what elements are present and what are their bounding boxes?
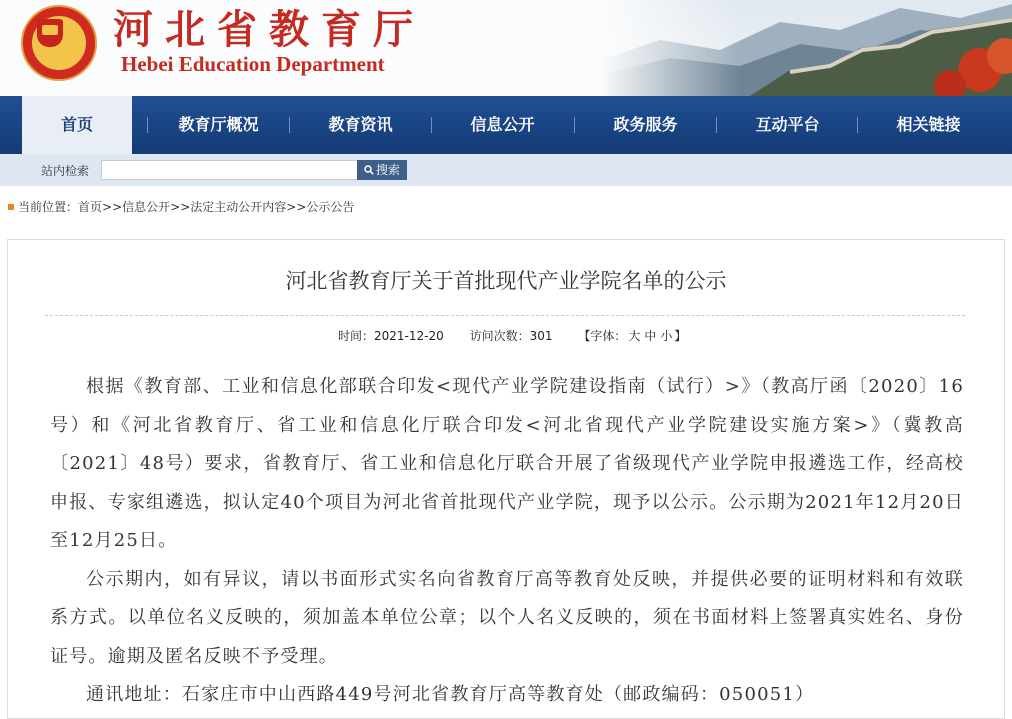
- nav-separator: [289, 117, 290, 133]
- title-divider: [45, 315, 965, 316]
- breadcrumb-link-info[interactable]: >>信息公开: [102, 200, 171, 214]
- nav-item-news[interactable]: 教育资讯: [328, 115, 393, 134]
- breadcrumb-link-notices[interactable]: >>公示公告: [286, 200, 355, 214]
- breadcrumb: [8, 198, 354, 215]
- department-logo: [21, 5, 97, 81]
- nav-separator: [147, 117, 148, 133]
- nav-item-interaction[interactable]: 互动平台: [755, 115, 820, 134]
- view-count: 访问次数：301: [469, 329, 553, 343]
- font-size-small-link[interactable]: 小: [660, 329, 673, 343]
- article-paragraph: 通讯地址：石家庄市中山西路449号河北省教育厅高等教育处（邮政编码：050051）: [86, 684, 815, 705]
- article-meta: [338, 327, 708, 344]
- breadcrumb-bullet-icon: [8, 204, 14, 210]
- font-size-prefix: 【字体：: [578, 329, 627, 343]
- article-title: 河北省教育厅关于首批现代产业学院名单的公示: [285, 269, 727, 293]
- breadcrumb-link-home[interactable]: 首页: [78, 200, 103, 214]
- search-icon: [364, 165, 374, 175]
- nav-item-info-disclosure[interactable]: 信息公开: [470, 115, 535, 134]
- breadcrumb-link-statutory[interactable]: >>法定主动公开内容: [170, 200, 287, 214]
- font-size-medium-link[interactable]: 中: [644, 329, 657, 343]
- site-search-bar: [0, 154, 1012, 186]
- nav-separator: [574, 117, 575, 133]
- site-title-cn: 河北省教育厅: [113, 6, 425, 53]
- article-paragraph: 根据《教育部、工业和信息化部联合印发<现代产业学院建设指南（试行）>》（教高厅函〔2020〕16号）和《河北省教育厅、省工业和信息化厅联合印发<河北省现代产业学院建设实施方案>》（冀教高〔2021〕48号）要求，省教育厅、省工业和信息化厅联合开展了省级现代产业学院申报遴选工作，经高校申报、专家组遴选，拟认定40个项目为河北省首批现代产业学院，现予以公示。公示期为2021年12月20日至12月25日。: [50, 376, 964, 551]
- great-wall-scenery-image: [600, 0, 1012, 96]
- search-button-label: 搜索: [375, 163, 400, 177]
- site-title-en: Hebei Education Department: [121, 52, 385, 76]
- main-nav: [0, 96, 1012, 154]
- publish-time: 时间：2021-12-20: [338, 329, 444, 343]
- nav-separator: [431, 117, 432, 133]
- header-banner: [0, 0, 1012, 96]
- font-size-suffix: 】: [674, 329, 687, 343]
- nav-item-links[interactable]: 相关链接: [896, 115, 961, 134]
- article-panel: [7, 239, 1005, 719]
- font-size-large-link[interactable]: 大: [628, 329, 641, 343]
- nav-separator: [716, 117, 717, 133]
- article-body: [50, 368, 964, 715]
- nav-item-overview[interactable]: 教育厅概况: [178, 115, 259, 134]
- search-label: 站内检索: [41, 164, 90, 178]
- article-paragraph: 公示期内，如有异议，请以书面形式实名向省教育厅高等教育处反映，并提供必要的证明材料和有效联系方式。以单位名义反映的，须加盖本单位公章；以个人名义反映的，须在书面材料上签署真实姓名、身份证号。逾期及匿名反映不予受理。: [50, 568, 964, 667]
- font-size-control: [578, 329, 686, 343]
- nav-item-gov-services[interactable]: 政务服务: [613, 115, 678, 134]
- search-button[interactable]: [357, 160, 407, 180]
- breadcrumb-prefix: 当前位置：: [18, 200, 79, 214]
- nav-separator: [857, 117, 858, 133]
- nav-item-home[interactable]: 首页: [22, 96, 132, 154]
- search-input[interactable]: [101, 160, 359, 180]
- logo-emblem-icon: [37, 19, 63, 47]
